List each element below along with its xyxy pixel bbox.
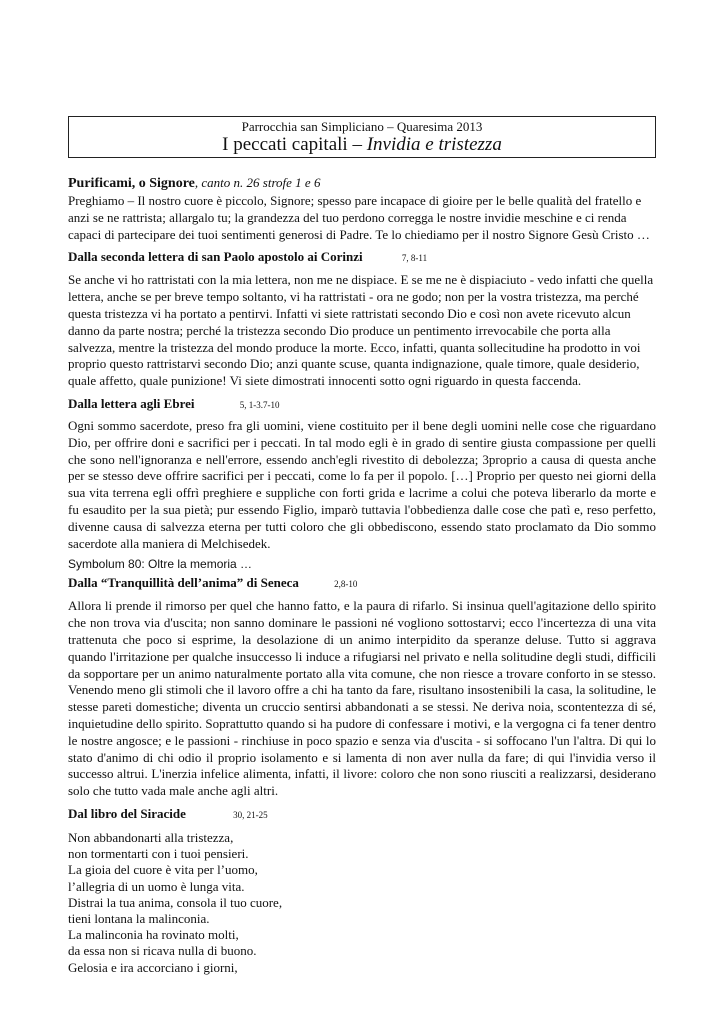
opening-prayer: Preghiamo – Il nostro cuore è piccolo, Signore; spesso pare incapace di gioire per le belle qualità del fratello e anzi se ne rattrista; allargalo tu; la grandezza del tuo perdono corregga le nostre invidie meschine e ci renda capaci di partecipare dei tuoi sentimenti generosi di Padre. Te lo chiediamo per il nostro Signore Gesù Cristo … [68, 193, 650, 242]
siracide-ref: 30, 21-25 [233, 809, 268, 820]
siracide-title: Dal libro del Siracide [68, 805, 186, 821]
document-page [68, 116, 656, 976]
opening-heading [68, 174, 656, 193]
corinzi-title: Dalla seconda lettera di san Paolo apostolo ai Corinzi [68, 249, 363, 265]
poem-line: tieni lontana la malinconia. [68, 910, 210, 926]
title-regular: I peccati capitali – [222, 134, 367, 155]
seneca-heading [68, 575, 656, 591]
poem-line: La malinconia ha rovinato molti, [68, 927, 239, 943]
poem-line: non tormentarti con i tuoi pensieri. [68, 846, 249, 862]
parish-heading: Parrocchia san Simpliciano – Quaresima 2013 [241, 119, 483, 134]
corinzi-ref: 7, 8-11 [401, 253, 428, 264]
poem-line: La gioia del cuore è vita per l’uomo, [68, 862, 258, 878]
ebrei-title: Dalla lettera agli Ebrei [68, 395, 195, 411]
poem-line: Gelosia e ira accorciano i giorni, [68, 959, 238, 975]
poem-line: da essa non si ricava nulla di buono. [68, 943, 257, 959]
ebrei-ref: 5, 1-3.7-10 [239, 399, 280, 410]
poem-line: Distrai la tua anima, consola il tuo cuore, [68, 894, 283, 910]
siracide-heading [68, 806, 656, 822]
siracide-poem [68, 830, 656, 976]
seneca-ref: 2,8-10 [334, 579, 358, 590]
symbolum-line: Symbolum 80: Oltre la memoria … [68, 557, 253, 572]
ebrei-heading [68, 396, 656, 412]
opening-subtitle: , canto n. 26 strofe 1 e 6 [194, 175, 321, 190]
title-italic: Invidia e tristezza [366, 134, 502, 155]
opening-title: Purificami, o Signore [68, 176, 195, 191]
header-box [68, 116, 656, 158]
seneca-title: Dalla “Tranquillità dell’anima” di Seneca [68, 575, 299, 591]
corinzi-text: Se anche vi ho rattristati con la mia lettera, non me ne dispiace. E se me ne è dispiaciuto - vedo infatti che quella lettera, anche se per breve tempo soltanto, vi ha rattristati - ora ne godo; non per la vostra tristezza, ma perché questa tristezza vi ha portato a pentirvi. Infatti vi siete rattristati secondo Dio e così non avete ricevuto alcun danno da parte nostra; perché la tristezza secondo Dio produce un pentimento irrevocabile che porta alla salvezza, mentre la tristezza del mondo produce la morte. Ecco, infatti, quanta sollecitudine ha prodotto in voi proprio questo rattristarvi secondo Dio; anzi quante scuse, quanta indignazione, quale timore, quale desiderio, quale affetto, quale punizione! Vi siete dimostrati innocenti sotto ogni riguardo in questa faccenda. [68, 272, 654, 389]
poem-line: Non abbandonarti alla tristezza, [68, 829, 234, 845]
corinzi-heading [68, 249, 656, 265]
poem-line: l’allegria di un uomo è lunga vita. [68, 878, 245, 894]
ebrei-text: Ogni sommo sacerdote, preso fra gli uomini, viene costituito per il bene degli uomini nelle cose che riguardano Dio, per offrire doni e sacrifici per i peccati. In tal modo egli è in grado di sentire giusta compassione per quelli che sono nell'ignoranza e nell'errore, essendo anch'egli rivestito di debolezza; 3proprio a causa di questa anche per se stesso deve offrire sacrifici per i peccati, come lo fa per il popolo. […] Proprio per questo nei giorni della sua vita terrena egli offrì preghiere e suppliche con forti grida e lacrime a colui che poteva liberarlo da morte e fu esaudito per la sua pietà; pur essendo Figlio, imparò tuttavia l'obbedienza dalle cose che patì e, reso perfetto, divenne causa di salvezza eterna per tutti coloro che gli obbediscono, essendo stato proclamato da Dio sommo sacerdote alla maniera di Melchisedek. [68, 417, 656, 551]
seneca-text: Allora li prende il rimorso per quel che hanno fatto, e la paura di rifarlo. Si insinua quell'agitazione dello spirito che non trova via d'uscita; non sanno dominare le passioni né vogliono sottostarvi; ecco l'incertezza di una vita trattenuta che poco si esprime, la desolazione di un animo interpidito da speranze deluse. Tutto si aggrava quando l'irritazione per qualche insuccesso li induce a rifugiarsi nel privato e nella solitudine degli studi, difficili da sopportare per un animo naturalmente portato alla vita comune, che non riesce a trovare conforto in se stesso. Venendo meno gli stimoli che il lavoro offre a chi ha tanto da fare, risultano insostenibili la casa, la solitudine, le stesse pareti domestiche; diventa un cruccio sentirsi abbandonati a se stessi. Ne deriva noia, scontentezza di sé, inquietudine dello spirito. Soprattutto quando si ha pudore di confessare i motivi, e la vergogna ci fa tener dentro le nostre angosce; e le passioni - rinchiuse in poco spazio e senza via d'uscita - si soffocano l'un l'altra. Di qui lo stato d'animo di chi odio il proprio isolamento e si lamenta di non aver nulla da fare; di qui l'invidia verso il successo altrui. L'inerzia infelice alimenta, infatti, il livore: coloro che non sono riusciti a realizzarsi, desiderano solo che tutto vada male anche agli altri. [68, 598, 656, 799]
page-title [69, 134, 655, 156]
